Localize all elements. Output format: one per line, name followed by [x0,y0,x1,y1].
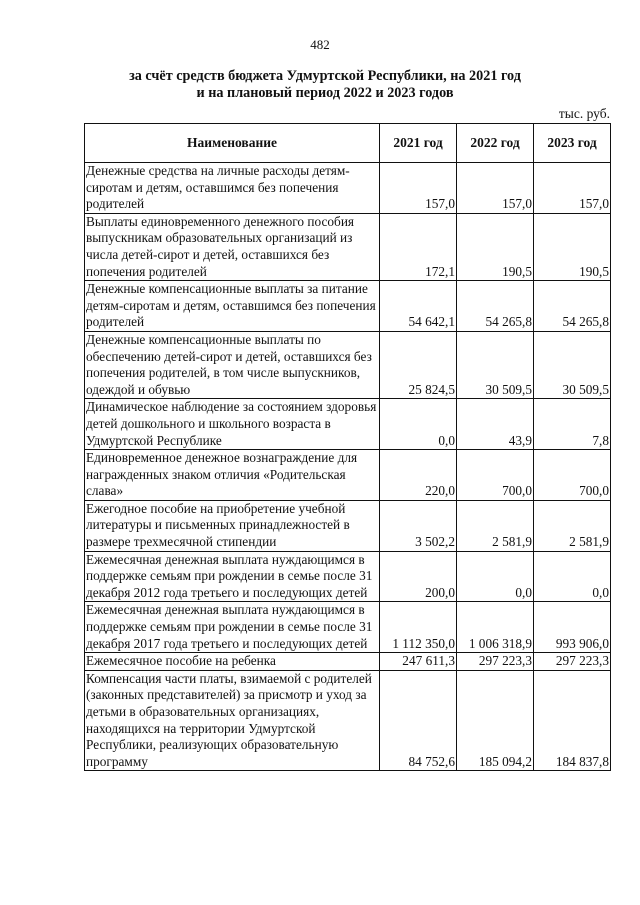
row-name: Единовременное денежное вознаграждение для награжденных знаком отличия «Родительская слава» [85,450,380,501]
row-value-2023: 54 265,8 [534,281,611,332]
table-row [85,602,611,653]
table-row [85,551,611,602]
row-value-2021: 54 642,1 [380,281,457,332]
row-value-2023: 184 837,8 [534,670,611,771]
row-value-2021: 200,0 [380,551,457,602]
row-value-2023: 993 906,0 [534,602,611,653]
row-value-2023: 297 223,3 [534,653,611,671]
row-name: Денежные компенсационные выплаты по обеспечению детей-сирот и детей, оставшихся без попечения родителей, в том числе выпускников, одеждой и обувью [85,331,380,398]
table-row [85,399,611,450]
row-value-2022: 700,0 [457,450,534,501]
row-value-2023: 0,0 [534,551,611,602]
row-value-2022: 190,5 [457,213,534,280]
row-value-2022: 30 509,5 [457,331,534,398]
row-value-2023: 2 581,9 [534,500,611,551]
row-value-2021: 3 502,2 [380,500,457,551]
row-value-2023: 700,0 [534,450,611,501]
table-row [85,281,611,332]
row-value-2022: 54 265,8 [457,281,534,332]
table-row [85,653,611,671]
row-name: Ежемесячная денежная выплата нуждающимся в поддержке семьям при рождении в семье после 31 декабря 2012 года третьего и последующих детей [85,551,380,602]
table-row [85,213,611,280]
table-header-row [85,124,611,163]
header-name: Наименование [85,124,380,163]
row-value-2022: 157,0 [457,163,534,214]
table-row [85,670,611,771]
row-name: Ежемесячная денежная выплата нуждающимся в поддержке семьям при рождении в семье после 31 декабря 2017 года третьего и последующих детей [85,602,380,653]
row-value-2023: 7,8 [534,399,611,450]
header-2022: 2022 год [457,124,534,163]
row-value-2022: 43,9 [457,399,534,450]
row-value-2021: 157,0 [380,163,457,214]
row-value-2021: 25 824,5 [380,331,457,398]
document-title [60,68,590,102]
row-value-2022: 297 223,3 [457,653,534,671]
row-value-2021: 220,0 [380,450,457,501]
row-value-2021: 172,1 [380,213,457,280]
row-value-2023: 190,5 [534,213,611,280]
table-row [85,450,611,501]
row-name: Выплаты единовременного денежного пособия выпускникам образовательных организаций из числа детей-сирот и детей, оставшихся без попечения родителей [85,213,380,280]
row-name: Денежные компенсационные выплаты за питание детям-сиротам и детям, оставшимся без попечения родителей [85,281,380,332]
row-value-2022: 2 581,9 [457,500,534,551]
units-label: тыс. руб. [558,106,610,121]
row-value-2021: 1 112 350,0 [380,602,457,653]
header-2021: 2021 год [380,124,457,163]
page-number: 482 [310,37,330,52]
row-name: Компенсация части платы, взимаемой с родителей (законных представителей) за присмотр и уход за детьми в образовательных организациях, находящихся на территории Удмуртской Республики, реализующих образовательную программу [85,670,380,771]
row-name: Ежемесячное пособие на ребенка [85,653,380,671]
row-value-2022: 0,0 [457,551,534,602]
row-value-2023: 30 509,5 [534,331,611,398]
title-line-1: за счёт средств бюджета Удмуртской Республики, на 2021 год [129,68,521,84]
table-row [85,500,611,551]
table-row [85,331,611,398]
row-value-2022: 1 006 318,9 [457,602,534,653]
row-name: Ежегодное пособие на приобретение учебной литературы и письменных принадлежностей в размере трехмесячной стипендии [85,500,380,551]
row-value-2023: 157,0 [534,163,611,214]
row-name: Динамическое наблюдение за состоянием здоровья детей дошкольного и школьного возраста в Удмуртской Республике [85,399,380,450]
row-value-2021: 84 752,6 [380,670,457,771]
budget-table [84,123,611,771]
row-name: Денежные средства на личные расходы детям-сиротам и детям, оставшимся без попечения родителей [85,163,380,214]
header-2023: 2023 год [534,124,611,163]
row-value-2021: 247 611,3 [380,653,457,671]
table-row [85,163,611,214]
row-value-2022: 185 094,2 [457,670,534,771]
row-value-2021: 0,0 [380,399,457,450]
title-line-2: и на плановый период 2022 и 2023 годов [196,85,454,101]
